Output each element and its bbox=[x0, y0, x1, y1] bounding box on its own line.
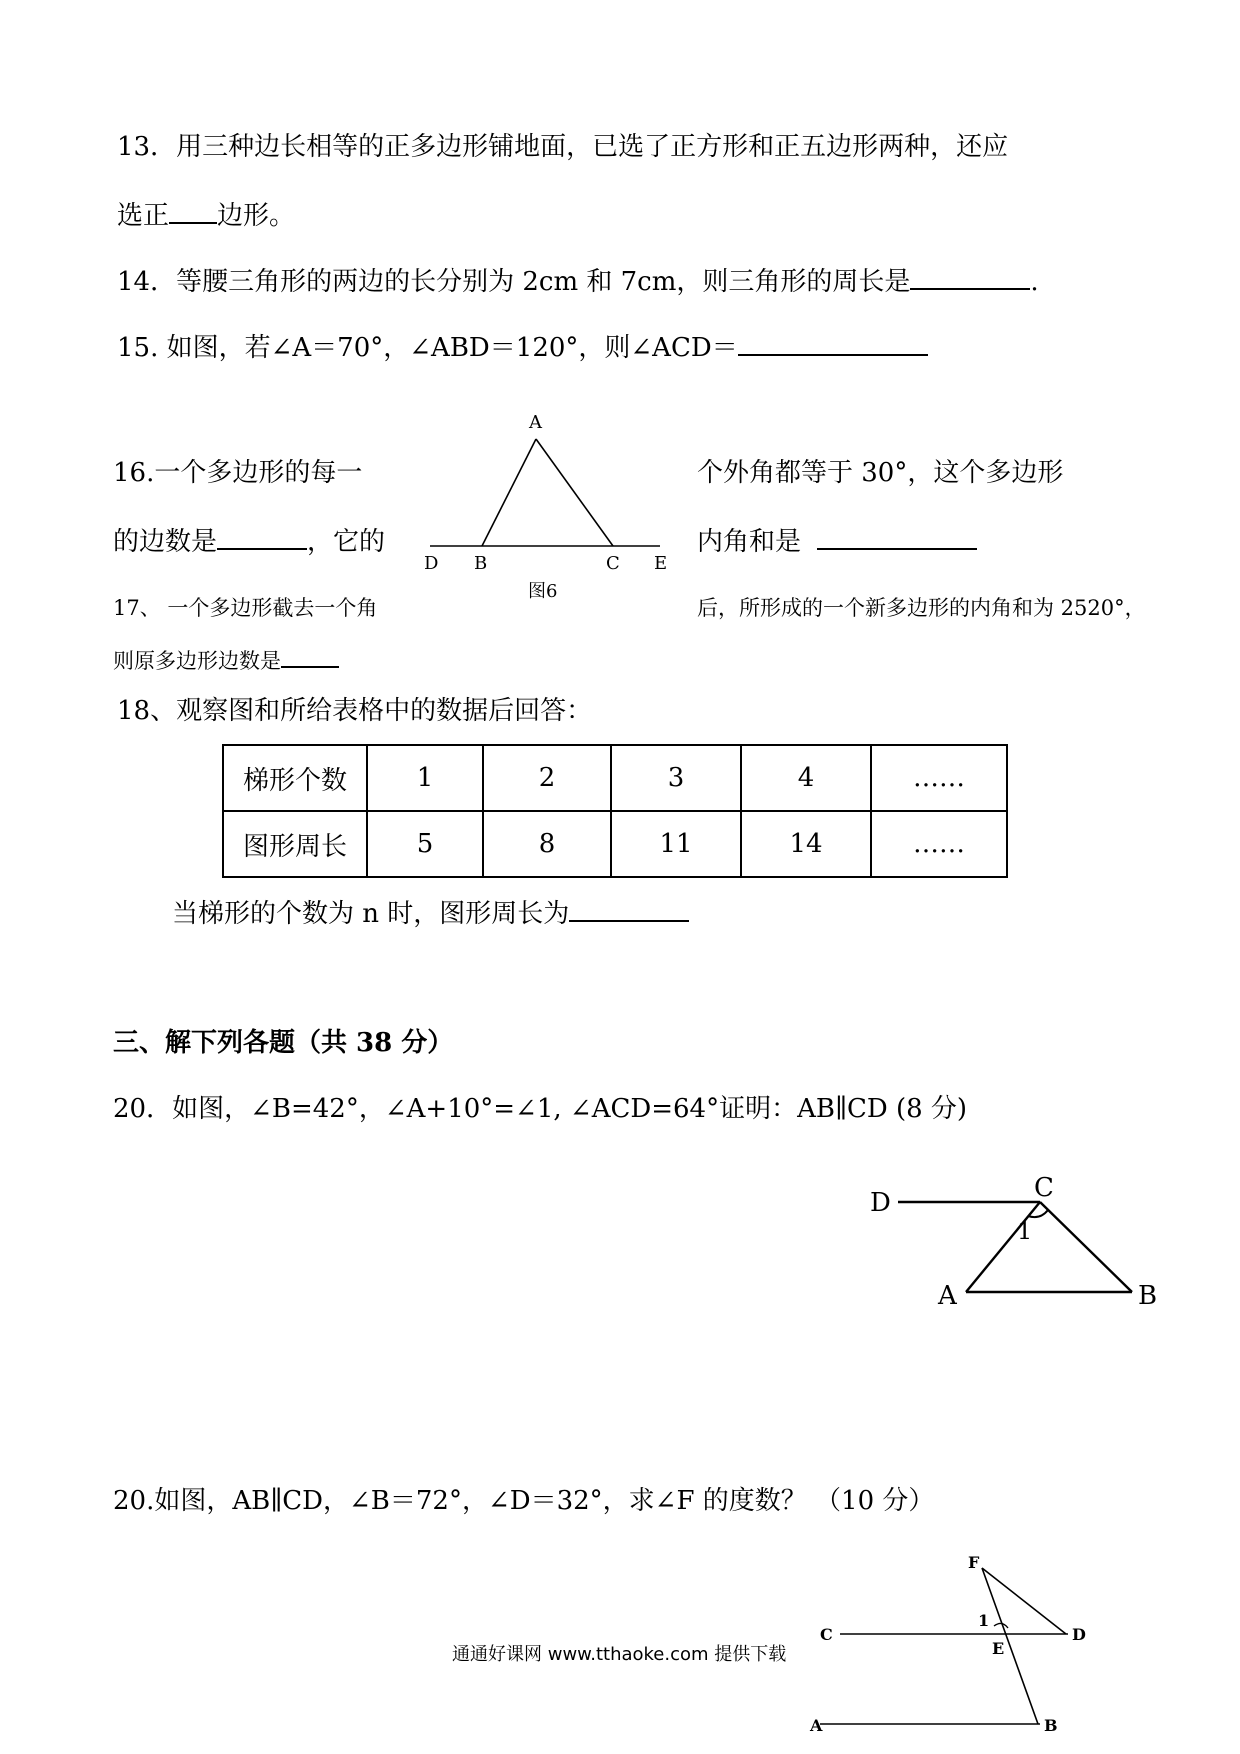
q13-answer-blank[interactable] bbox=[169, 196, 217, 224]
table-cell: 2 bbox=[483, 745, 611, 811]
q16-left-line1: 16.一个多边形的每一 bbox=[113, 458, 363, 488]
q13-line1: 13．用三种边长相等的正多边形铺地面，已选了正方形和正五边形两种，还应 bbox=[117, 132, 1009, 162]
table-cell: …… bbox=[871, 745, 1007, 811]
q16-left2-prefix: 的边数是 bbox=[113, 527, 218, 557]
q20a-label-one: 1 bbox=[1017, 1217, 1033, 1245]
q17-answer-blank[interactable] bbox=[281, 646, 339, 668]
q15-answer-blank[interactable] bbox=[738, 328, 928, 356]
q20b-label-one: 1 bbox=[978, 1611, 990, 1630]
q17-right: 后，所形成的一个新多边形的内角和为 2520°， bbox=[697, 596, 1146, 620]
q15-question: 15. 如图，若∠A＝70°，∠ABD＝120°，则∠ACD＝ bbox=[117, 333, 738, 363]
q15-text bbox=[117, 328, 928, 365]
q17-line2 bbox=[113, 646, 339, 675]
q20a-text: 20．如图，∠B=42°，∠A+10°=∠1, ∠ACD=64°证明：AB∥CD (8 分) bbox=[113, 1094, 968, 1124]
q18-answer-blank[interactable] bbox=[569, 894, 689, 922]
q13-line2 bbox=[117, 196, 295, 233]
q20b-label-d: D bbox=[1072, 1625, 1086, 1644]
q18-after bbox=[172, 894, 689, 931]
table-row bbox=[223, 745, 1007, 811]
q20b-label-e: E bbox=[992, 1639, 1005, 1658]
fig6-side-ab bbox=[482, 439, 536, 546]
q16-right2-text: 内角和是 bbox=[697, 527, 802, 557]
q16-right-line1: 个外角都等于 30°，这个多边形 bbox=[697, 458, 1064, 488]
table-cell: 1 bbox=[367, 745, 483, 811]
q16-left-line2 bbox=[113, 522, 385, 559]
figure-6 bbox=[410, 405, 690, 605]
fig6-side-ac bbox=[536, 439, 613, 546]
q20b-label-c: C bbox=[820, 1625, 833, 1644]
q20b-figure bbox=[800, 1550, 1100, 1754]
q16-right-line2 bbox=[697, 522, 977, 559]
q16-angle-sum-blank[interactable] bbox=[817, 522, 977, 550]
fig6-label-a: A bbox=[529, 412, 542, 433]
fig6-label-e: E bbox=[654, 553, 668, 574]
q17-line2-text: 则原多边形边数是 bbox=[113, 649, 281, 673]
q20a-line-cb bbox=[1040, 1202, 1132, 1292]
q20b-line-fb bbox=[982, 1568, 1038, 1724]
q18-intro: 18、观察图和所给表格中的数据后回答： bbox=[117, 696, 593, 726]
q16-left2-suffix: ，它的 bbox=[307, 527, 386, 557]
q14-end: . bbox=[1030, 267, 1039, 297]
q20a-label-d: D bbox=[870, 1188, 891, 1218]
table-cell: 14 bbox=[741, 811, 871, 877]
q20a-label-b: B bbox=[1138, 1281, 1158, 1310]
q20a-figure bbox=[860, 1170, 1180, 1310]
q20b-label-b: B bbox=[1044, 1716, 1058, 1735]
table-cell: 图形周长 bbox=[223, 811, 367, 877]
table-cell: 5 bbox=[367, 811, 483, 877]
table-row bbox=[223, 811, 1007, 877]
table-cell: 11 bbox=[611, 811, 741, 877]
q17-left: 17、 一个多边形截去一个角 bbox=[113, 596, 378, 620]
q20b-label-f: F bbox=[968, 1553, 980, 1572]
fig6-label-d: D bbox=[424, 553, 439, 574]
table-cell: 4 bbox=[741, 745, 871, 811]
q13-line2-prefix: 选正 bbox=[117, 201, 170, 231]
q20b-text: 20.如图，AB∥CD，∠B＝72°，∠D＝32°，求∠F 的度数？ （10 分） bbox=[113, 1486, 935, 1516]
section3-title: 三、解下列各题（共 38 分） bbox=[113, 1028, 454, 1058]
q20a-label-c: C bbox=[1034, 1173, 1054, 1203]
fig6-label-c: C bbox=[606, 553, 620, 574]
footer-credit: 通通好课网 www.tthaoke.com 提供下载 bbox=[452, 1644, 787, 1665]
table-cell: …… bbox=[871, 811, 1007, 877]
q14-answer-blank[interactable] bbox=[910, 262, 1030, 290]
q18-table bbox=[222, 744, 1008, 878]
table-cell: 梯形个数 bbox=[223, 745, 367, 811]
fig6-caption: 图6 bbox=[528, 581, 558, 602]
fig6-label-b: B bbox=[474, 553, 488, 574]
q13-line2-suffix: 边形。 bbox=[217, 201, 296, 231]
q20a-label-a: A bbox=[938, 1281, 957, 1310]
q16-sides-blank[interactable] bbox=[217, 522, 307, 550]
table-cell: 8 bbox=[483, 811, 611, 877]
q20b-label-a: A bbox=[810, 1716, 823, 1735]
q14-text bbox=[117, 262, 1039, 299]
q18-after-text: 当梯形的个数为 n 时，图形周长为 bbox=[172, 899, 570, 929]
q20b-angle-arc bbox=[994, 1623, 1008, 1628]
table-cell: 3 bbox=[611, 745, 741, 811]
q14-question: 14．等腰三角形的两边的长分别为 2cm 和 7cm，则三角形的周长是 bbox=[117, 267, 911, 297]
